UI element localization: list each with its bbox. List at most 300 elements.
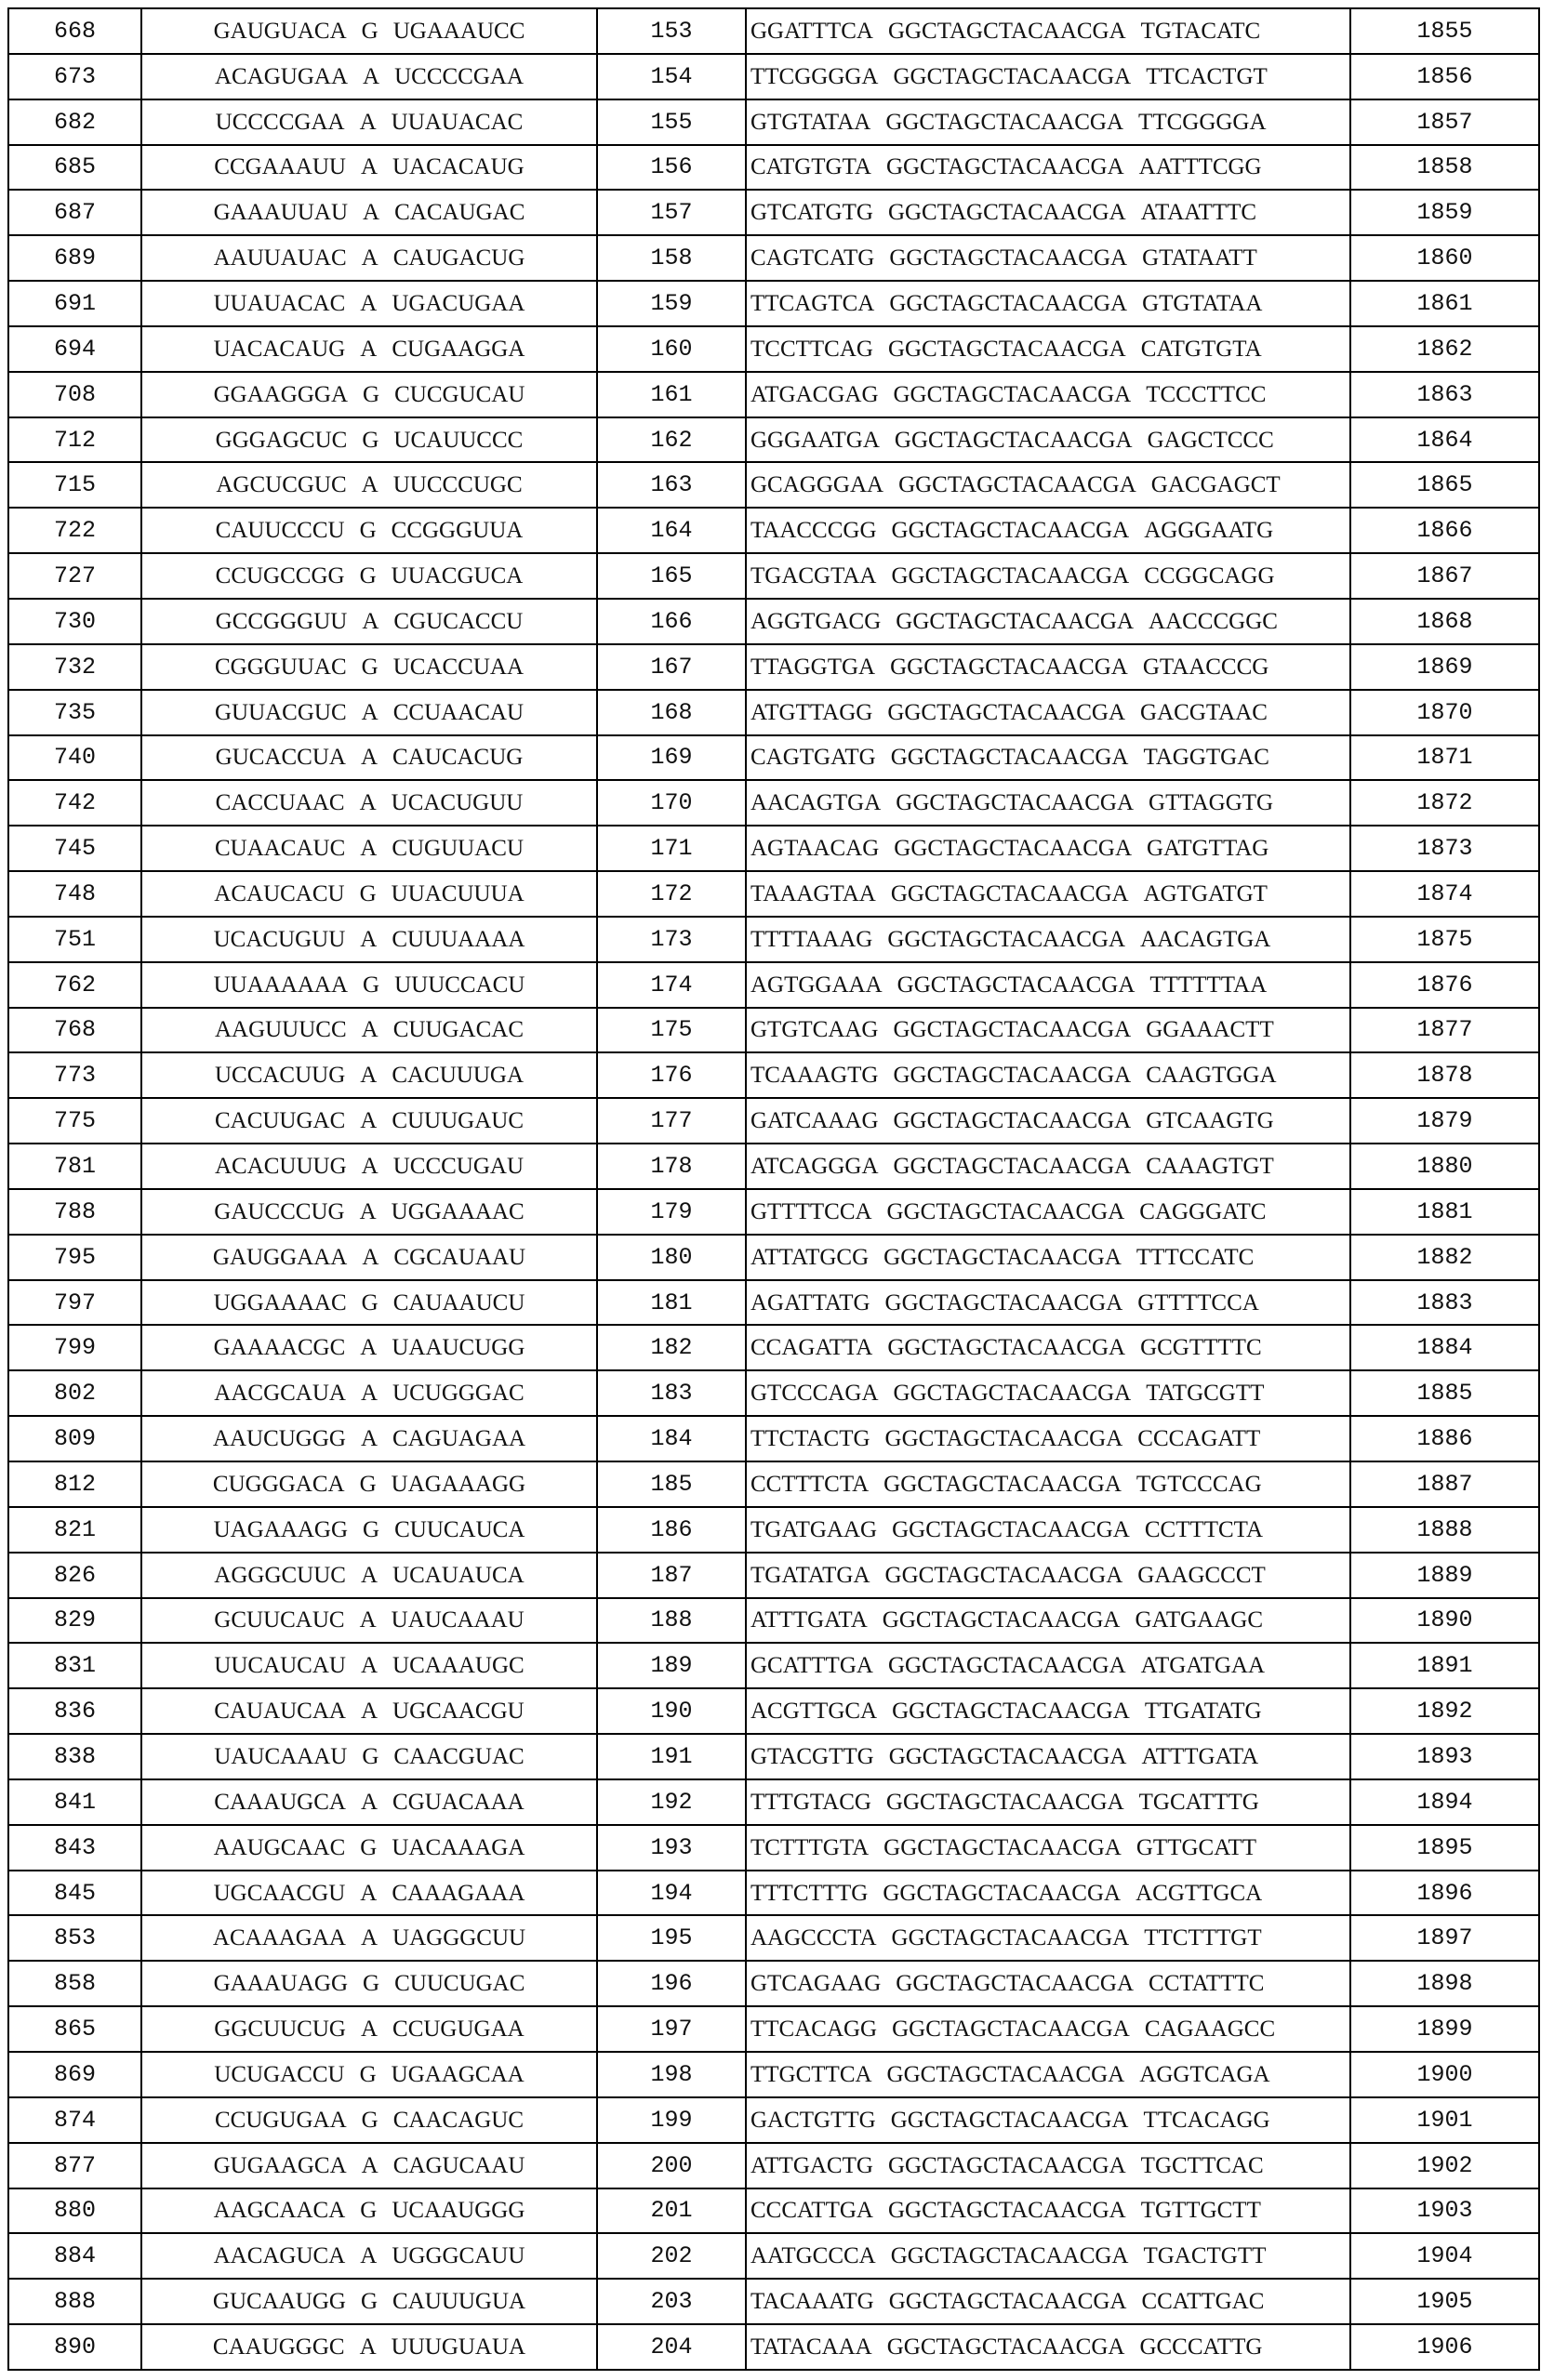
- substrate-5prime: GAUGGAAA: [212, 1244, 348, 1270]
- substrate-seq-id-cell: 174: [597, 962, 746, 1008]
- enzyme-arm-3prime: CCTTTCTA: [1144, 1516, 1264, 1542]
- substrate-seq-id-cell: 199: [597, 2097, 746, 2143]
- substrate-cell: [141, 190, 597, 235]
- substrate-3prime: CUGAAGGA: [392, 336, 525, 362]
- substrate-cleavage-nt: G: [359, 518, 377, 544]
- enzyme-cell: [746, 1961, 1350, 2006]
- enzyme-arm-5prime: TTAGGTGA: [750, 654, 876, 680]
- substrate-seq-id-cell: 156: [597, 145, 746, 191]
- enzyme-seq-id-cell: 1895: [1350, 1825, 1539, 1871]
- substrate-3prime: UGAAAUCC: [392, 18, 525, 44]
- substrate-cleavage-nt: A: [360, 2016, 379, 2043]
- enzyme-catalytic-core: GGCTAGCTACAACGA: [888, 2289, 1127, 2315]
- substrate-5prime: UCACUGUU: [213, 926, 346, 952]
- substrate-5prime: AAUUAUAC: [213, 245, 347, 271]
- substrate-cell: [141, 917, 597, 962]
- substrate-seq-id-cell: 184: [597, 1416, 746, 1461]
- substrate-seq-id-cell: 162: [597, 417, 746, 463]
- table-row: [8, 826, 1539, 871]
- substrate-cell: [141, 553, 597, 599]
- substrate-3prime: CACAUGAC: [394, 200, 525, 226]
- enzyme-arm-5prime: GATCAAAG: [750, 1108, 879, 1134]
- substrate-5prime: CAUAUCAA: [214, 1699, 346, 1725]
- position-cell: 773: [8, 1052, 141, 1098]
- substrate-3prime: UAAUCUGG: [392, 1335, 525, 1361]
- enzyme-arm-3prime: TGTACATC: [1140, 18, 1261, 44]
- substrate-5prime: AGCUCGUC: [216, 472, 347, 498]
- position-cell: 812: [8, 1461, 141, 1507]
- substrate-5prime: UCCCCGAA: [215, 109, 345, 135]
- substrate-seq-id-cell: 194: [597, 1871, 746, 1916]
- substrate-3prime: CAUCACUG: [392, 745, 524, 771]
- substrate-cleavage-nt: G: [362, 1743, 379, 1769]
- enzyme-cell: [746, 1189, 1350, 1235]
- table-row: [8, 190, 1539, 235]
- position-cell: 880: [8, 2188, 141, 2234]
- substrate-cell: [141, 690, 597, 735]
- enzyme-arm-5prime: CATGTGTA: [750, 154, 871, 180]
- enzyme-catalytic-core: GGCTAGCTACAACGA: [889, 290, 1128, 316]
- enzyme-catalytic-core: GGCTAGCTACAACGA: [885, 1789, 1124, 1815]
- enzyme-arm-5prime: AATGCCCA: [750, 2243, 876, 2269]
- substrate-cleavage-nt: A: [362, 608, 379, 634]
- table-row: [8, 1779, 1539, 1825]
- enzyme-arm-3prime: TAGGTGAC: [1143, 745, 1269, 771]
- substrate-cleavage-nt: G: [359, 1471, 377, 1497]
- substrate-cell: [141, 871, 597, 917]
- substrate-5prime: CACCUAAC: [215, 790, 345, 816]
- table-row: [8, 2143, 1539, 2188]
- enzyme-cell: [746, 1461, 1350, 1507]
- enzyme-arm-3prime: GATGAAGC: [1135, 1607, 1263, 1633]
- enzyme-arm-5prime: ATGTTAGG: [750, 699, 873, 725]
- enzyme-arm-5prime: ATTTGATA: [750, 1607, 868, 1633]
- enzyme-arm-5prime: ATCAGGGA: [750, 1154, 879, 1180]
- substrate-3prime: UCAAUGGG: [392, 2198, 525, 2224]
- substrate-3prime: UCAAAUGC: [392, 1653, 525, 1679]
- substrate-cleavage-nt: G: [361, 654, 379, 680]
- position-cell: 694: [8, 326, 141, 372]
- substrate-seq-id-cell: 201: [597, 2188, 746, 2234]
- substrate-3prime: UAGAAAGG: [391, 1471, 526, 1497]
- table-row: [8, 1915, 1539, 1961]
- substrate-cell: [141, 235, 597, 281]
- enzyme-arm-5prime: AAGCCCTA: [750, 1925, 877, 1951]
- substrate-5prime: AGGGCUUC: [214, 1562, 346, 1588]
- sequence-table: [7, 7, 1540, 2371]
- substrate-3prime: UUUCCACU: [394, 972, 525, 998]
- enzyme-catalytic-core: GGCTAGCTACAACGA: [886, 2334, 1125, 2360]
- enzyme-seq-id-cell: 1875: [1350, 917, 1539, 962]
- enzyme-cell: [746, 1553, 1350, 1598]
- substrate-seq-id-cell: 164: [597, 508, 746, 553]
- enzyme-catalytic-core: GGCTAGCTACAACGA: [886, 2061, 1125, 2087]
- enzyme-seq-id-cell: 1904: [1350, 2233, 1539, 2279]
- substrate-seq-id-cell: 186: [597, 1507, 746, 1553]
- enzyme-arm-5prime: CCCATTGA: [750, 2198, 873, 2224]
- substrate-cell: [141, 1370, 597, 1416]
- substrate-cell: [141, 2188, 597, 2234]
- enzyme-arm-3prime: CAAAGTGT: [1146, 1154, 1274, 1180]
- enzyme-arm-3prime: AGGTCAGA: [1139, 2061, 1270, 2087]
- substrate-seq-id-cell: 187: [597, 1553, 746, 1598]
- enzyme-cell: [746, 1325, 1350, 1370]
- substrate-5prime: UCCACUUG: [214, 1063, 346, 1089]
- substrate-5prime: CAUUCCCU: [215, 518, 345, 544]
- substrate-cleavage-nt: A: [360, 1880, 378, 1906]
- position-cell: 685: [8, 145, 141, 191]
- substrate-cell: [141, 599, 597, 644]
- position-cell: 841: [8, 1779, 141, 1825]
- enzyme-arm-3prime: CCCAGATT: [1137, 1426, 1261, 1452]
- substrate-5prime: GCUUCAUC: [214, 1607, 345, 1633]
- enzyme-seq-id-cell: 1876: [1350, 962, 1539, 1008]
- substrate-cleavage-nt: A: [361, 472, 379, 498]
- enzyme-catalytic-core: GGCTAGCTACAACGA: [892, 1516, 1130, 1542]
- substrate-cell: [141, 780, 597, 826]
- substrate-cleavage-nt: A: [360, 836, 378, 862]
- substrate-5prime: UAUCAAAU: [214, 1743, 348, 1769]
- enzyme-arm-5prime: TCTTTGTA: [750, 1834, 870, 1860]
- substrate-cleavage-nt: A: [359, 790, 377, 816]
- substrate-3prime: UUCCCUGC: [392, 472, 523, 498]
- enzyme-arm-3prime: GACGTAAC: [1140, 699, 1268, 725]
- substrate-5prime: AACGCAUA: [214, 1381, 346, 1407]
- substrate-seq-id-cell: 195: [597, 1915, 746, 1961]
- substrate-cell: [141, 1052, 597, 1098]
- substrate-cleavage-nt: A: [360, 1925, 379, 1951]
- table-row: [8, 1461, 1539, 1507]
- enzyme-catalytic-core: GGCTAGCTACAACGA: [898, 472, 1136, 498]
- enzyme-catalytic-core: GGCTAGCTACAACGA: [894, 427, 1133, 453]
- substrate-3prime: UCACCUAA: [392, 654, 525, 680]
- table-row: [8, 1325, 1539, 1370]
- substrate-cell: [141, 2097, 597, 2143]
- enzyme-seq-id-cell: 1884: [1350, 1325, 1539, 1370]
- enzyme-seq-id-cell: 1901: [1350, 2097, 1539, 2143]
- enzyme-cell: [746, 8, 1350, 54]
- table-row: [8, 599, 1539, 644]
- enzyme-seq-id-cell: 1855: [1350, 8, 1539, 54]
- position-cell: 745: [8, 826, 141, 871]
- enzyme-catalytic-core: GGCTAGCTACAACGA: [896, 1971, 1135, 1997]
- enzyme-arm-3prime: GTATAATT: [1142, 245, 1257, 271]
- enzyme-seq-id-cell: 1878: [1350, 1052, 1539, 1098]
- table-row: [8, 2279, 1539, 2324]
- enzyme-arm-5prime: ATGACGAG: [750, 381, 879, 407]
- substrate-cell: [141, 2006, 597, 2052]
- substrate-cell: [141, 1734, 597, 1779]
- enzyme-seq-id-cell: 1872: [1350, 780, 1539, 826]
- substrate-5prime: ACAAAGAA: [212, 1925, 346, 1951]
- enzyme-catalytic-core: GGCTAGCTACAACGA: [883, 1834, 1122, 1860]
- substrate-seq-id-cell: 165: [597, 553, 746, 599]
- enzyme-cell: [746, 1008, 1350, 1053]
- substrate-5prime: ACAUCACU: [214, 880, 345, 906]
- table-row: [8, 735, 1539, 781]
- enzyme-arm-5prime: TATACAAA: [750, 2334, 872, 2360]
- substrate-seq-id-cell: 157: [597, 190, 746, 235]
- substrate-cleavage-nt: A: [360, 336, 378, 362]
- enzyme-arm-3prime: TTGATATG: [1144, 1699, 1262, 1725]
- table-row: [8, 2188, 1539, 2234]
- enzyme-arm-5prime: TAAAGTAA: [750, 880, 876, 906]
- enzyme-arm-3prime: TCCCTTCC: [1146, 381, 1267, 407]
- enzyme-seq-id-cell: 1903: [1350, 2188, 1539, 2234]
- substrate-cell: [141, 1235, 597, 1280]
- enzyme-cell: [746, 1915, 1350, 1961]
- table-row: [8, 2324, 1539, 2370]
- table-row: [8, 1507, 1539, 1553]
- substrate-3prime: UCCCCGAA: [394, 63, 525, 89]
- substrate-seq-id-cell: 176: [597, 1052, 746, 1098]
- enzyme-cell: [746, 1779, 1350, 1825]
- enzyme-arm-3prime: CCGGCAGG: [1144, 563, 1275, 589]
- enzyme-catalytic-core: GGCTAGCTACAACGA: [894, 836, 1133, 862]
- enzyme-arm-5prime: TTCTACTG: [750, 1426, 870, 1452]
- substrate-seq-id-cell: 197: [597, 2006, 746, 2052]
- enzyme-arm-3prime: TGACTGTT: [1143, 2243, 1267, 2269]
- enzyme-arm-5prime: CCTTTCTA: [750, 1471, 870, 1497]
- enzyme-cell: [746, 553, 1350, 599]
- substrate-5prime: GGCUUCUG: [214, 2016, 346, 2043]
- substrate-3prime: CAGUCAAU: [392, 2152, 525, 2178]
- sequence-table-body: [8, 8, 1539, 2370]
- enzyme-arm-3prime: GTGTATAA: [1142, 290, 1263, 316]
- enzyme-cell: [746, 1370, 1350, 1416]
- position-cell: 768: [8, 1008, 141, 1053]
- position-cell: 751: [8, 917, 141, 962]
- enzyme-catalytic-core: GGCTAGCTACAACGA: [887, 336, 1126, 362]
- substrate-cleavage-nt: A: [360, 2243, 378, 2269]
- substrate-5prime: GUGAAGCA: [213, 2152, 347, 2178]
- position-cell: 687: [8, 190, 141, 235]
- table-row: [8, 8, 1539, 54]
- enzyme-catalytic-core: GGCTAGCTACAACGA: [893, 1017, 1132, 1043]
- enzyme-catalytic-core: GGCTAGCTACAACGA: [885, 109, 1124, 135]
- enzyme-catalytic-core: GGCTAGCTACAACGA: [882, 1607, 1121, 1633]
- enzyme-arm-5prime: GCATTTGA: [750, 1653, 873, 1679]
- substrate-5prime: GUUACGUC: [214, 699, 347, 725]
- substrate-5prime: UACACAUG: [213, 336, 346, 362]
- enzyme-catalytic-core: GGCTAGCTACAACGA: [887, 18, 1126, 44]
- position-cell: 727: [8, 553, 141, 599]
- enzyme-catalytic-core: GGCTAGCTACAACGA: [893, 1063, 1132, 1089]
- substrate-cleavage-nt: G: [359, 880, 377, 906]
- enzyme-arm-3prime: CAAGTGGA: [1146, 1063, 1277, 1089]
- substrate-3prime: CUGUUACU: [392, 836, 525, 862]
- enzyme-arm-5prime: TAACCCGG: [750, 518, 877, 544]
- substrate-5prime: UUCAUCAU: [214, 1653, 346, 1679]
- enzyme-cell: [746, 1144, 1350, 1189]
- substrate-cell: [141, 1461, 597, 1507]
- enzyme-arm-3prime: AGTGATGT: [1143, 880, 1268, 906]
- enzyme-cell: [746, 2143, 1350, 2188]
- substrate-3prime: UACACAUG: [392, 154, 525, 180]
- table-row: [8, 1598, 1539, 1644]
- enzyme-arm-3prime: TTTTTTAA: [1149, 972, 1268, 998]
- substrate-cleavage-nt: G: [359, 2061, 377, 2087]
- enzyme-catalytic-core: GGCTAGCTACAACGA: [891, 563, 1130, 589]
- enzyme-arm-3prime: CCATTGAC: [1141, 2289, 1265, 2315]
- enzyme-seq-id-cell: 1894: [1350, 1779, 1539, 1825]
- table-row: [8, 281, 1539, 326]
- enzyme-catalytic-core: GGCTAGCTACAACGA: [884, 1562, 1123, 1588]
- enzyme-cell: [746, 1871, 1350, 1916]
- substrate-3prime: CAUAAUCU: [392, 1289, 525, 1316]
- enzyme-catalytic-core: GGCTAGCTACAACGA: [893, 63, 1132, 89]
- table-row: [8, 871, 1539, 917]
- substrate-cell: [141, 1871, 597, 1916]
- enzyme-cell: [746, 1643, 1350, 1688]
- substrate-cell: [141, 2052, 597, 2097]
- substrate-3prime: CAGUAGAA: [392, 1426, 526, 1452]
- enzyme-seq-id-cell: 1858: [1350, 145, 1539, 191]
- substrate-cleavage-nt: G: [360, 1834, 378, 1860]
- position-cell: 877: [8, 2143, 141, 2188]
- enzyme-catalytic-core: GGCTAGCTACAACGA: [890, 2243, 1129, 2269]
- enzyme-arm-3prime: GAAGCCCT: [1137, 1562, 1266, 1588]
- position-cell: 673: [8, 54, 141, 99]
- position-cell: 722: [8, 508, 141, 553]
- substrate-3prime: UGGGCAUU: [392, 2243, 525, 2269]
- enzyme-catalytic-core: GGCTAGCTACAACGA: [887, 926, 1126, 952]
- substrate-cleavage-nt: A: [360, 290, 378, 316]
- substrate-seq-id-cell: 171: [597, 826, 746, 871]
- substrate-seq-id-cell: 160: [597, 326, 746, 372]
- substrate-cleavage-nt: A: [360, 1653, 379, 1679]
- position-cell: 799: [8, 1325, 141, 1370]
- substrate-cell: [141, 1553, 597, 1598]
- substrate-5prime: CACUUGAC: [214, 1108, 346, 1134]
- substrate-cell: [141, 2324, 597, 2370]
- substrate-5prime: GGAAGGGA: [213, 381, 349, 407]
- substrate-5prime: CUGGGACA: [212, 1471, 345, 1497]
- substrate-cell: [141, 1507, 597, 1553]
- substrate-5prime: UAGAAAGG: [213, 1516, 349, 1542]
- enzyme-arm-5prime: GGGAATGA: [750, 427, 880, 453]
- position-cell: 829: [8, 1598, 141, 1644]
- substrate-5prime: GGGAGCUC: [215, 427, 348, 453]
- substrate-cell: [141, 1325, 597, 1370]
- substrate-5prime: UUAUACAC: [213, 290, 346, 316]
- table-row: [8, 2097, 1539, 2143]
- enzyme-cell: [746, 190, 1350, 235]
- substrate-3prime: CAACGUAC: [393, 1743, 525, 1769]
- position-cell: 715: [8, 462, 141, 508]
- substrate-cleavage-nt: G: [363, 1971, 380, 1997]
- table-row: [8, 1052, 1539, 1098]
- substrate-seq-id-cell: 183: [597, 1370, 746, 1416]
- table-row: [8, 1370, 1539, 1416]
- enzyme-seq-id-cell: 1866: [1350, 508, 1539, 553]
- enzyme-catalytic-core: GGCTAGCTACAACGA: [890, 745, 1129, 771]
- enzyme-catalytic-core: GGCTAGCTACAACGA: [888, 1743, 1127, 1769]
- enzyme-seq-id-cell: 1882: [1350, 1235, 1539, 1280]
- enzyme-seq-id-cell: 1877: [1350, 1008, 1539, 1053]
- table-row: [8, 145, 1539, 191]
- enzyme-arm-5prime: TGATATGA: [750, 1562, 870, 1588]
- enzyme-arm-3prime: AACAGTGA: [1140, 926, 1271, 952]
- position-cell: 788: [8, 1189, 141, 1235]
- enzyme-arm-3prime: ATGATGAA: [1140, 1653, 1265, 1679]
- substrate-cell: [141, 462, 597, 508]
- position-cell: 797: [8, 1280, 141, 1326]
- substrate-3prime: CCUAACAU: [392, 699, 525, 725]
- substrate-5prime: GAUGUACA: [213, 18, 347, 44]
- substrate-cleavage-nt: A: [359, 1607, 377, 1633]
- enzyme-seq-id-cell: 1900: [1350, 2052, 1539, 2097]
- substrate-seq-id-cell: 153: [597, 8, 746, 54]
- enzyme-arm-5prime: CAGTGATG: [750, 745, 876, 771]
- enzyme-seq-id-cell: 1898: [1350, 1961, 1539, 2006]
- position-cell: 802: [8, 1370, 141, 1416]
- enzyme-catalytic-core: GGCTAGCTACAACGA: [890, 654, 1128, 680]
- substrate-5prime: UGCAACGU: [213, 1880, 346, 1906]
- substrate-cleavage-nt: A: [363, 200, 380, 226]
- substrate-5prime: AAUCUGGG: [212, 1426, 346, 1452]
- substrate-cleavage-nt: A: [360, 1562, 379, 1588]
- substrate-cell: [141, 99, 597, 145]
- substrate-3prime: UAGGGCUU: [392, 1925, 526, 1951]
- table-row: [8, 1871, 1539, 1916]
- enzyme-arm-3prime: GACGAGCT: [1150, 472, 1281, 498]
- substrate-3prime: CUUUGAUC: [392, 1108, 525, 1134]
- substrate-seq-id-cell: 204: [597, 2324, 746, 2370]
- enzyme-seq-id-cell: 1880: [1350, 1144, 1539, 1189]
- position-cell: 735: [8, 690, 141, 735]
- enzyme-arm-5prime: GTCCCAGA: [750, 1381, 879, 1407]
- substrate-seq-id-cell: 191: [597, 1734, 746, 1779]
- substrate-seq-id-cell: 169: [597, 735, 746, 781]
- substrate-3prime: CAUUUGUA: [392, 2289, 526, 2315]
- enzyme-arm-3prime: ATTTGATA: [1141, 1743, 1259, 1769]
- enzyme-arm-5prime: CAGTCATG: [750, 245, 875, 271]
- position-cell: 831: [8, 1643, 141, 1688]
- table-row: [8, 1416, 1539, 1461]
- substrate-cleavage-nt: G: [361, 18, 379, 44]
- table-row: [8, 417, 1539, 463]
- substrate-cell: [141, 1643, 597, 1688]
- table-row: [8, 780, 1539, 826]
- enzyme-catalytic-core: GGCTAGCTACAACGA: [896, 790, 1135, 816]
- table-row: [8, 962, 1539, 1008]
- enzyme-arm-5prime: AGATTATG: [750, 1289, 870, 1316]
- enzyme-cell: [746, 2279, 1350, 2324]
- substrate-cleavage-nt: G: [363, 1516, 380, 1542]
- enzyme-catalytic-core: GGCTAGCTACAACGA: [883, 1244, 1122, 1270]
- substrate-seq-id-cell: 178: [597, 1144, 746, 1189]
- substrate-cleavage-nt: A: [360, 926, 378, 952]
- substrate-5prime: UGGAAAAC: [213, 1289, 347, 1316]
- substrate-3prime: CUUGACAC: [392, 1017, 525, 1043]
- substrate-3prime: CCUGUGAA: [392, 2016, 525, 2043]
- enzyme-seq-id-cell: 1881: [1350, 1189, 1539, 1235]
- position-cell: 853: [8, 1915, 141, 1961]
- substrate-seq-id-cell: 159: [597, 281, 746, 326]
- enzyme-arm-5prime: AACAGTGA: [750, 790, 882, 816]
- table-row: [8, 1553, 1539, 1598]
- substrate-cleavage-nt: A: [359, 2334, 377, 2360]
- enzyme-arm-3prime: TTCTTTGT: [1144, 1925, 1262, 1951]
- enzyme-arm-5prime: AGTAACAG: [750, 836, 880, 862]
- substrate-5prime: UCUGACCU: [214, 2061, 345, 2087]
- enzyme-cell: [746, 2097, 1350, 2143]
- enzyme-catalytic-core: GGCTAGCTACAACGA: [887, 200, 1126, 226]
- enzyme-seq-id-cell: 1905: [1350, 2279, 1539, 2324]
- substrate-3prime: CGUCACCU: [393, 608, 524, 634]
- enzyme-arm-3prime: TGTTGCTT: [1140, 2198, 1261, 2224]
